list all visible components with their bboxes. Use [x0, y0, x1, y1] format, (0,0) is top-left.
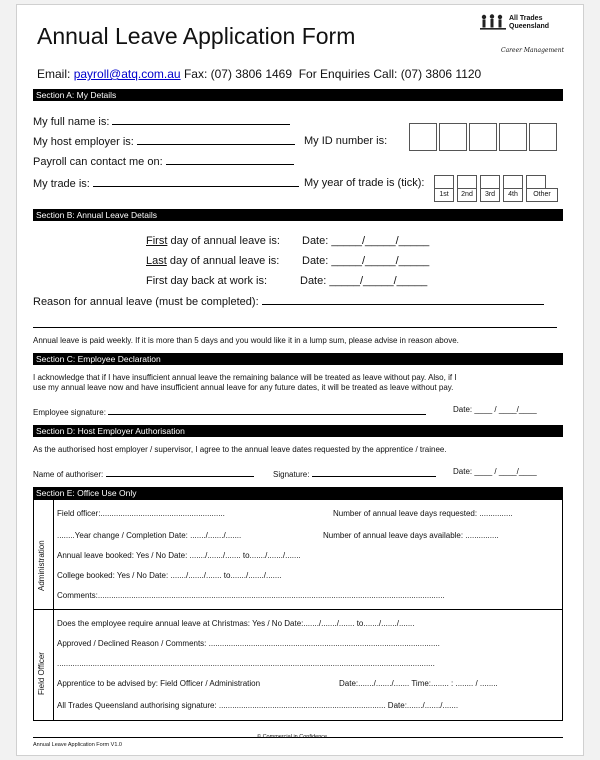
- contact-line: [37, 67, 481, 81]
- year-tick-box[interactable]: [526, 175, 546, 189]
- date-field[interactable]: _____/_____/_____: [331, 255, 430, 267]
- date-field[interactable]: ____ / ____/____: [474, 405, 537, 414]
- section-a-header: Section A: My Details: [33, 89, 563, 101]
- field-officer-label: Field Officer: [37, 652, 46, 695]
- footer-confidentiality: © Commercial in Confidence: [257, 734, 328, 740]
- field-officer-field[interactable]: Field officer:........................................................: [57, 509, 225, 518]
- year-option-2nd: 2nd: [457, 188, 477, 202]
- declaration-line-1: I acknowledge that if I have insufficient annual leave the remaining balance will be treated as leave without pay. Also, if I: [33, 373, 457, 382]
- first-day-emphasis: First: [146, 235, 168, 247]
- office-column-divider: [53, 499, 54, 721]
- employee-signature-field[interactable]: [108, 405, 426, 415]
- year-of-trade-label: My year of trade is (tick):: [304, 177, 425, 189]
- email-link[interactable]: payroll@atq.com.au: [73, 67, 181, 81]
- reason-field[interactable]: [262, 295, 544, 305]
- payroll-label: Payroll can contact me on:: [33, 156, 163, 168]
- first-day-label: [146, 235, 280, 247]
- host-employer-row: [33, 135, 295, 148]
- leave-booked-field[interactable]: Annual leave booked: Yes / No Date: ......./......./....... to......./......./.......: [57, 551, 301, 560]
- logo-wordmark: All Trades Queensland: [509, 15, 550, 30]
- host-employer-label: My host employer is:: [33, 136, 134, 148]
- employee-signature-date[interactable]: [453, 405, 537, 414]
- advised-date-time-field[interactable]: Date:......./......./....... Time:........ : ........ / ........: [339, 679, 498, 688]
- id-digit-box[interactable]: [529, 123, 557, 151]
- id-digit-box[interactable]: [439, 123, 467, 151]
- fax-text: Fax: (07) 3806 1469: [183, 67, 293, 81]
- year-option-3rd: 3rd: [480, 188, 500, 202]
- reason-label: Reason for annual leave (must be completed):: [33, 296, 259, 308]
- year-tick-box[interactable]: [503, 175, 523, 189]
- footer-form-version: Annual Leave Application Form V1.0: [33, 742, 122, 748]
- id-digit-box[interactable]: [409, 123, 437, 151]
- days-available-field[interactable]: Number of annual leave days available: ...............: [323, 531, 499, 540]
- date-field[interactable]: _____/_____/_____: [331, 235, 430, 247]
- year-option-4th: 4th: [503, 188, 523, 202]
- year-tick-box[interactable]: [434, 175, 454, 189]
- authoriser-name-field[interactable]: [106, 467, 254, 477]
- first-day-date[interactable]: [302, 235, 429, 247]
- leave-payment-note: Annual leave is paid weekly. If it is more than 5 days and you would like it in a lump sum, please advise in reason above.: [33, 336, 459, 345]
- authoriser-signature-row: [273, 467, 436, 479]
- full-name-row: [33, 115, 290, 128]
- advised-by-field[interactable]: Apprentice to be advised by: Field Officer / Administration: [57, 679, 261, 688]
- host-employer-field[interactable]: [137, 135, 295, 145]
- back-at-work-label: First day back at work is:: [146, 275, 268, 287]
- last-day-label: [146, 255, 279, 267]
- authoriser-name-label: Name of authoriser:: [33, 470, 104, 479]
- reason-row: [33, 295, 544, 308]
- year-option-1st: 1st: [434, 188, 454, 202]
- comments-field[interactable]: Comments:............................................................................................................................................................: [57, 591, 445, 600]
- back-at-work-date[interactable]: [300, 275, 427, 287]
- full-name-field[interactable]: [112, 115, 290, 125]
- date-label: Date:: [302, 255, 329, 267]
- year-tick-box[interactable]: [457, 175, 477, 189]
- page-title: Annual Leave Application Form: [37, 23, 356, 49]
- logo-figures-icon: [479, 13, 509, 35]
- enquiries-text: For Enquiries Call: (07) 3806 1120: [298, 67, 482, 81]
- first-day-text: day of annual leave is:: [167, 235, 280, 247]
- date-label: Date:: [302, 235, 329, 247]
- form-page: [16, 4, 584, 756]
- college-booked-field[interactable]: College booked: Yes / No Date: ......./......./....... to......./......./.......: [57, 571, 282, 580]
- section-e-header: Section E: Office Use Only: [33, 487, 563, 499]
- date-field[interactable]: ____ / ____/____: [474, 467, 537, 476]
- section-b-header: Section B: Annual Leave Details: [33, 209, 563, 221]
- date-field[interactable]: _____/_____/_____: [329, 275, 428, 287]
- date-label: Date:: [300, 275, 327, 287]
- id-digit-box[interactable]: [469, 123, 497, 151]
- authoriser-signature-label: Signature:: [273, 470, 310, 479]
- trade-row: [33, 177, 299, 190]
- trade-label: My trade is:: [33, 178, 90, 190]
- reason-line-2[interactable]: [33, 327, 557, 328]
- christmas-leave-field[interactable]: Does the employee require annual leave at Christmas: Yes / No Date:......./......./....... to......./......./.......: [57, 619, 415, 628]
- year-option-other: Other: [526, 188, 558, 202]
- last-day-date[interactable]: [302, 255, 429, 267]
- payroll-field[interactable]: [166, 155, 294, 165]
- logo-tagline: Career Management: [501, 47, 564, 54]
- administration-label: Administration: [37, 540, 46, 591]
- section-c-header: Section C: Employee Declaration: [33, 353, 563, 365]
- email-label: Email:: [37, 67, 71, 81]
- authorisation-text: As the authorised host employer / supervisor, I agree to the annual leave dates requested by the apprentice / trainee.: [33, 445, 447, 454]
- year-tick-box[interactable]: [480, 175, 500, 189]
- trade-field[interactable]: [93, 177, 299, 187]
- authorising-signature-field[interactable]: All Trades Queensland authorising signature: ........................................................................... Date:......./......./.......: [57, 701, 459, 710]
- authoriser-signature-field[interactable]: [312, 467, 436, 477]
- id-number-label: My ID number is:: [304, 135, 388, 147]
- days-requested-field[interactable]: Number of annual leave days requested: ...............: [333, 509, 513, 518]
- section-d-header: Section D: Host Employer Authorisation: [33, 425, 563, 437]
- last-day-emphasis: Last: [146, 255, 167, 267]
- authoriser-name-row: [33, 467, 254, 479]
- employee-signature-row: [33, 405, 426, 417]
- payroll-row: [33, 155, 294, 168]
- company-logo: [479, 11, 579, 57]
- office-row-divider: [33, 609, 563, 610]
- date-label: Date:: [453, 467, 473, 476]
- authoriser-date[interactable]: [453, 467, 537, 476]
- employee-signature-label: Employee signature:: [33, 408, 106, 417]
- last-day-text: day of annual leave is:: [166, 255, 280, 267]
- full-name-label: My full name is:: [33, 116, 110, 128]
- id-digit-box[interactable]: [499, 123, 527, 151]
- approval-reason-field[interactable]: Approved / Declined Reason / Comments: ........................................................................................................: [57, 639, 440, 648]
- declaration-line-2: use my annual leave now and have insufficient annual leave for any future dates, it will be treated as leave without pay.: [33, 383, 454, 392]
- approval-reason-line[interactable]: ..........................................................................................................................................................................: [57, 659, 435, 668]
- year-change-field[interactable]: ........Year change / Completion Date: ......./......./.......: [57, 531, 242, 540]
- date-label: Date:: [453, 405, 473, 414]
